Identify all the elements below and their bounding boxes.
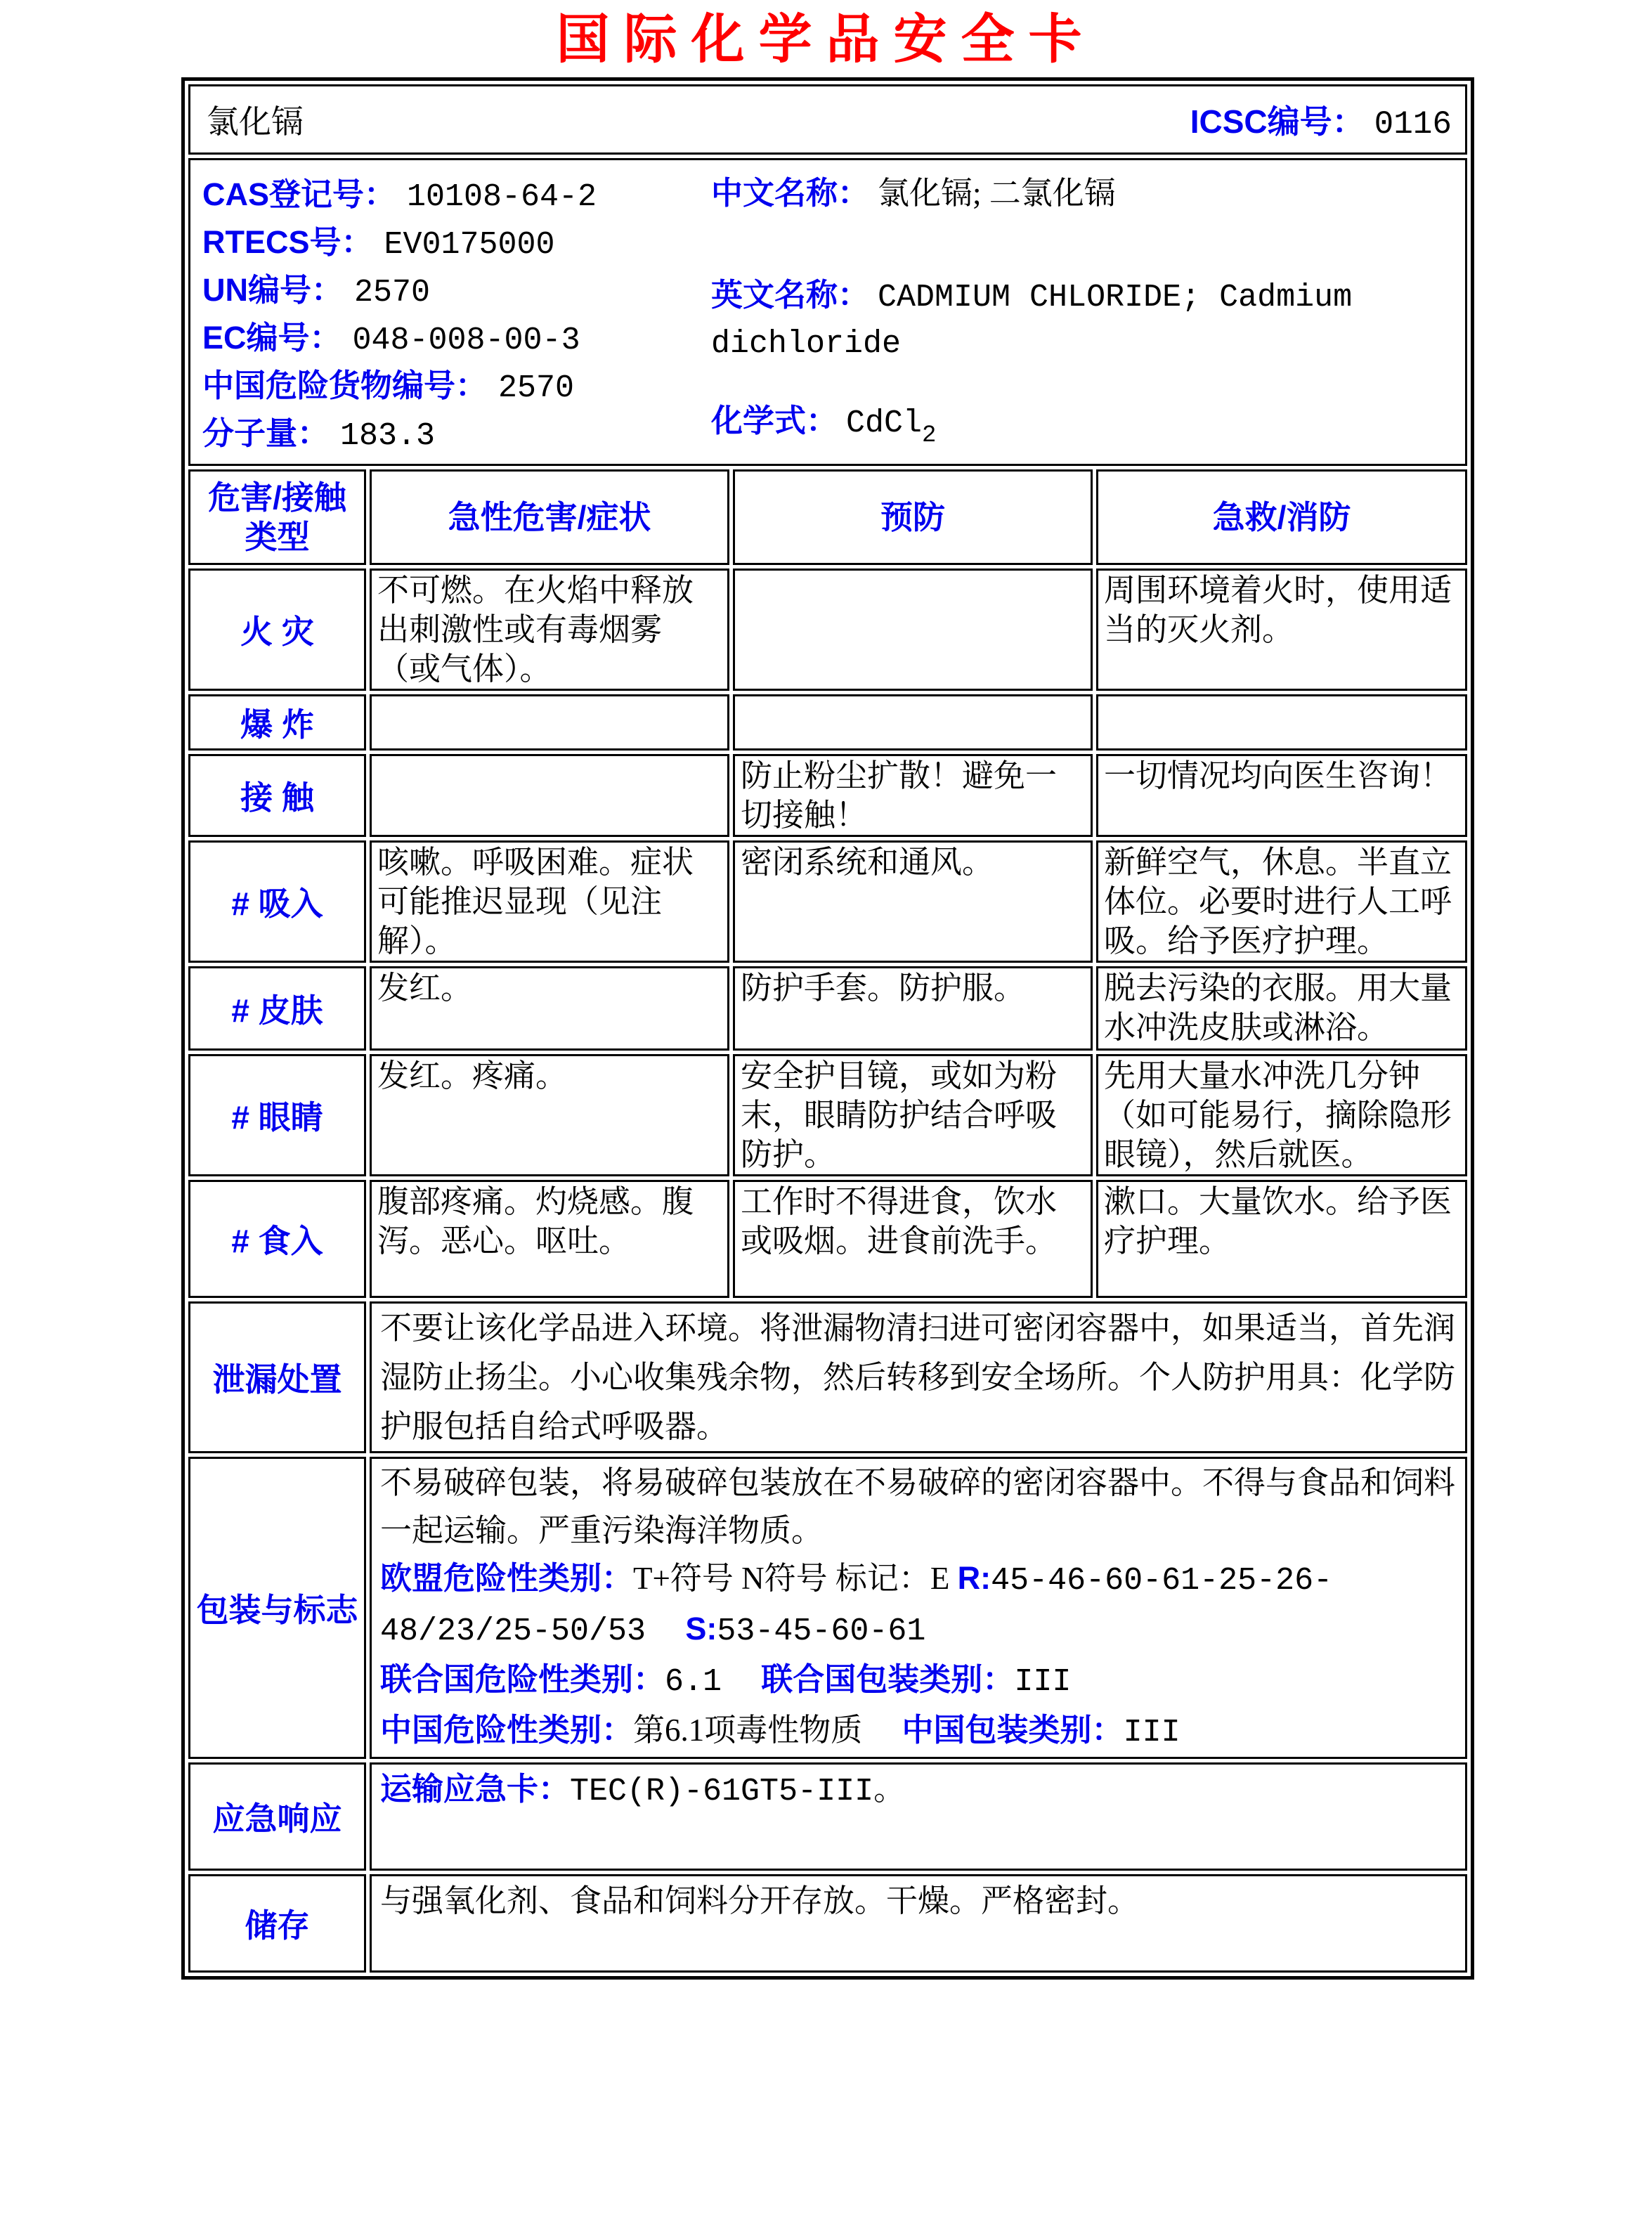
un-class-line: 联合国危险性类别：6.1 联合国包装类别：III [380,1661,1072,1700]
fire-first-aid: 周围环境着火时，使用适当的灭火剂。 [1096,569,1467,691]
spill-content: 不要让该化学品进入环境。将泄漏物清扫进可密闭容器中，如果适当，首先润湿防止扬尘。小心收集残余物，然后转移到安全场所。个人防护用具：化学防护服包括自给式呼吸器。 [370,1301,1467,1453]
exposure-symptoms [370,754,729,837]
safety-card-table [181,77,1474,1980]
packaging-content [370,1457,1467,1759]
explosion-prevention [733,694,1093,751]
formula-subscript: 2 [922,422,937,449]
inhalation-symptoms: 咳嗽。呼吸困难。症状可能推迟显现（见注解）。 [370,840,729,963]
packaging-transport-text: 不易破碎包装，将易破碎包装放在不易破碎的密闭容器中。不得与食品和饲料一起运输。严重污染海洋物质。 [380,1465,1456,1548]
name-block [711,172,1456,459]
eyes-label: # 眼睛 [188,1054,366,1176]
explosion-symptoms [370,694,729,751]
un-class-value: 6.1 [665,1664,722,1700]
inhalation-prevention: 密闭系统和通风。 [733,840,1093,963]
storage-content: 与强氧化剂、食品和饲料分开存放。干燥。严格密封。 [370,1874,1467,1973]
ingestion-prevention: 工作时不得进食，饮水或吸烟。进食前洗手。 [733,1180,1093,1298]
table-header-row [188,469,1467,565]
packaging-label: 包装与标志 [188,1457,366,1759]
ingestion-symptoms: 腹部疼痛。灼烧感。腹泻。恶心。呕吐。 [370,1180,729,1298]
row-spill-disposal [188,1301,1467,1453]
row-ingestion [188,1180,1467,1298]
substance-name: 氯化镉 [207,104,304,140]
row-inhalation [188,840,1467,963]
row-explosion [188,694,1467,751]
header-first-aid: 急救/消防 [1096,469,1467,565]
fire-symptoms: 不可燃。在火焰中释放出刺激性或有毒烟雾（或气体）。 [370,569,729,691]
molecular-weight-line: 分子量： 183.3 [202,415,436,454]
row-skin [188,966,1467,1051]
explosion-label: 爆 炸 [188,694,366,751]
exposure-label: 接 触 [188,754,366,837]
rtecs-number-value: EV0175000 [384,227,555,263]
exposure-first-aid: 一切情况均向医生咨询！ [1096,754,1467,837]
inhalation-first-aid: 新鲜空气，休息。半直立体位。必要时进行人工呼吸。给予医疗护理。 [1096,840,1467,963]
ec-number-line: EC编号： 048-008-00-3 [202,320,580,358]
eu-hazard-class-line: 欧盟危险性类别：T+符号 N符号 标记：E R:45-46-60-61-25-26-48/23/25-50/53 S:53-45-60-61 [380,1560,1333,1649]
explosion-first-aid [1096,694,1467,751]
row-storage [188,1874,1467,1973]
r-phrases: 45-46-60-61-25-26-48/23/25-50/53 [380,1563,1333,1649]
eyes-first-aid: 先用大量水冲洗几分钟（如可能易行，摘除隐形眼镜），然后就医。 [1096,1054,1467,1176]
english-name-value: CADMIUM CHLORIDE; Cadmium dichloride [711,280,1353,362]
china-class-line: 中国危险性类别：第6.1项毒性物质 中国包装类别：III [380,1712,1181,1750]
fire-label: 火 灾 [188,569,366,691]
english-name-line: 英文名称： CADMIUM CHLORIDE; Cadmium dichloride [711,277,1353,362]
skin-first-aid: 脱去污染的衣服。用大量水冲洗皮肤或淋浴。 [1096,966,1467,1051]
un-pack-value: III [1014,1664,1072,1700]
un-number-value: 2570 [354,275,431,311]
card-title-row [188,84,1467,155]
icsc-label: ICSC编号： [1190,103,1365,140]
page-title: 国际化学品安全卡 [556,8,1096,70]
header-prevention: 预防 [733,469,1093,565]
row-eyes [188,1054,1467,1176]
eyes-symptoms: 发红。疼痛。 [370,1054,729,1176]
ingestion-label: # 食入 [188,1180,366,1298]
china-cargo-number-value: 2570 [498,370,575,406]
china-class-value: 第6.1项毒性物质 [633,1713,863,1748]
row-exposure [188,754,1467,837]
storage-label: 储存 [188,1874,366,1973]
ec-number-value: 048-008-00-3 [352,323,580,358]
chinese-name-line: 中文名称： 氯化镉; 二氯化镉 [711,175,1116,211]
emergency-content [370,1762,1467,1871]
formula-value: CdCl$_2$ [846,405,937,449]
icsc-number-group [1190,96,1452,143]
skin-label: # 皮肤 [188,966,366,1051]
ingestion-first-aid: 漱口。大量饮水。给予医疗护理。 [1096,1180,1467,1298]
header-acute-symptoms: 急性危害/症状 [370,469,729,565]
identifiers-row [188,158,1467,466]
spill-label: 泄漏处置 [188,1301,366,1453]
row-emergency-response [188,1762,1467,1871]
fire-prevention [733,569,1093,691]
skin-prevention: 防护手套。防护服。 [733,966,1093,1051]
inhalation-label: # 吸入 [188,840,366,963]
icsc-number: 0116 [1374,106,1452,143]
cas-number-value: 10108-64-2 [407,179,597,215]
un-number-line: UN编号： 2570 [202,272,431,311]
china-pack-value: III [1123,1715,1181,1750]
skin-symptoms: 发红。 [370,966,729,1051]
identifier-list [202,172,711,459]
row-packaging-labelling [188,1457,1467,1759]
row-fire [188,569,1467,691]
cas-number-line: CAS登记号： 10108-64-2 [202,176,597,215]
s-phrases: 53-45-60-61 [717,1613,926,1649]
eyes-prevention: 安全护目镜，或如为粉末，眼睛防护结合呼吸防护。 [733,1054,1093,1176]
transport-card-value: TEC(R)-61GT5-III。 [570,1774,906,1810]
transport-card-label: 运输应急卡： [380,1771,571,1807]
rtecs-number-line: RTECS号： EV0175000 [202,224,555,263]
emergency-label: 应急响应 [188,1762,366,1871]
molecular-weight-value: 183.3 [340,418,436,454]
chinese-name-value: 氯化镉; 二氯化镉 [878,176,1116,211]
china-cargo-number-line: 中国危险货物编号： 2570 [202,368,575,406]
exposure-prevention: 防止粉尘扩散！避免一切接触！ [733,754,1093,837]
formula-line: 化学式： CdCl$_2$ [711,403,937,449]
header-hazard-type: 危害/接触 类型 [188,469,366,565]
